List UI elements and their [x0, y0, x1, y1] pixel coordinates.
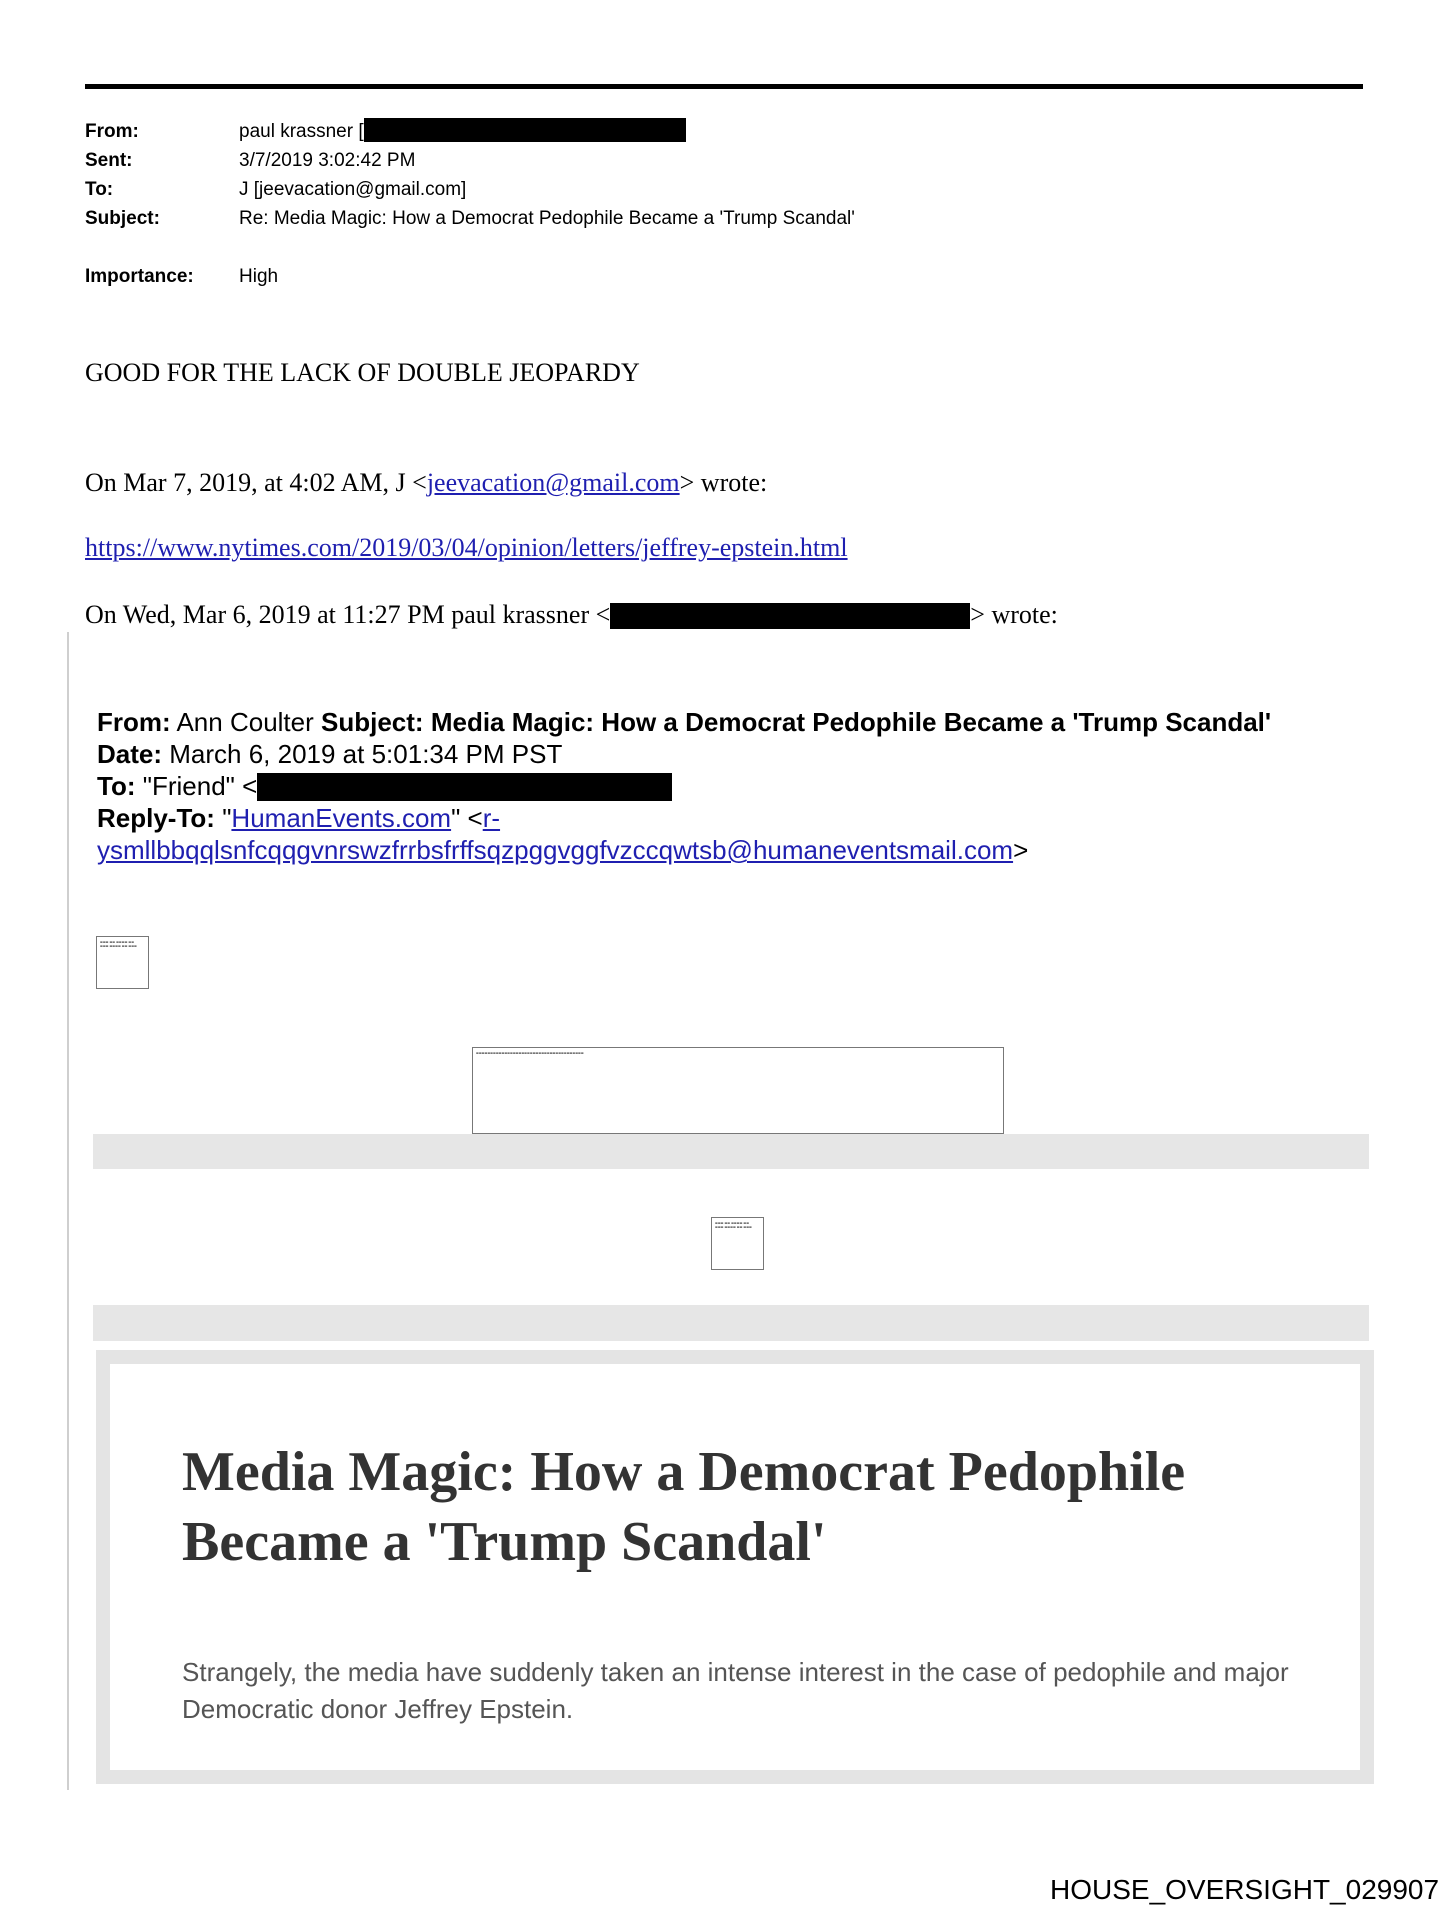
from-label: From:: [85, 121, 139, 142]
replyto-email-link-part2[interactable]: ysmllbbqqlsnfcqqgvnrswzfrrbsfrffsqzpggvggfvzccqwtsb@humaneventsmail.com: [97, 835, 1014, 865]
from-value: paul krassner [: [239, 117, 686, 146]
fwd-replyto-end: >: [1013, 835, 1029, 865]
sent-label: Sent:: [85, 150, 133, 171]
fwd-subject-value: Media Magic: How a Democrat Pedophile Became a 'Trump Scandal': [430, 707, 1272, 737]
article-lead: Strangely, the media have suddenly taken an intense interest in the case of pedophile and major Democratic donor Jeffrey Epstein.: [182, 1657, 1289, 1724]
fwd-to: [97, 770, 1327, 802]
fwd-date: [97, 738, 1327, 770]
fwd-replyto-quote-close: " <: [451, 803, 483, 833]
fwd-replyto-label: Reply-To:: [97, 803, 215, 833]
redaction-bar: [364, 118, 686, 142]
importance-value: High: [239, 266, 279, 287]
to-value: J [jeevacation@gmail.com]: [239, 179, 467, 200]
gray-spacer-band: [93, 1134, 1369, 1169]
header-rule: [85, 84, 1363, 89]
fwd-replyto-email: [97, 834, 1327, 866]
redaction-bar: [257, 773, 672, 801]
subject-label: Subject:: [85, 208, 160, 229]
replyto-email-link-part1[interactable]: r-: [482, 803, 501, 833]
quote2-prefix: On Wed, Mar 6, 2019 at 11:27 PM paul krassner <: [85, 600, 611, 629]
sent-value: 3/7/2019 3:02:42 PM: [239, 150, 416, 171]
fwd-date-label: Date:: [97, 739, 163, 769]
fwd-replyto-quote: ": [222, 803, 232, 833]
broken-image-icon: [711, 1217, 764, 1270]
quote-line-1: [85, 468, 767, 498]
quote-line-2: [85, 600, 1058, 630]
quote1-prefix: On Mar 7, 2019, at 4:02 AM, J <: [85, 468, 427, 497]
fwd-from-subject: [97, 706, 1327, 738]
subject-value: Re: Media Magic: How a Democrat Pedophile Became a 'Trump Scandal': [239, 208, 855, 229]
quote1-suffix: > wrote:: [679, 468, 768, 497]
humanevents-link[interactable]: HumanEvents.com: [231, 803, 452, 833]
reply-text: GOOD FOR THE LACK OF DOUBLE JEOPARDY: [85, 358, 640, 387]
importance-label: Importance:: [85, 266, 194, 287]
redaction-bar: [610, 603, 970, 629]
placeholder-lines: ▬▬▬ ▬▬ ▬▬▬▬ ▬▬ ▬▬▬ ▬▬▬▬ ▬▬ ▬▬▬: [100, 940, 137, 948]
fwd-to-value: "Friend" <: [142, 771, 258, 801]
nyt-link[interactable]: https://www.nytimes.com/2019/03/04/opinion/letters/jeffrey-epstein.html: [85, 533, 848, 562]
fwd-from-label: From:: [97, 707, 171, 737]
quote1-email-link[interactable]: jeevacation@gmail.com: [426, 468, 680, 497]
fwd-date-value: March 6, 2019 at 5:01:34 PM PST: [169, 739, 563, 769]
forwarded-header: [97, 706, 1327, 866]
to-label: To:: [85, 179, 114, 200]
gray-spacer-band: [93, 1305, 1369, 1341]
fwd-from-value: Ann Coulter: [176, 707, 314, 737]
quote-border: [67, 632, 69, 1790]
placeholder-lines: ▬▬▬▬▬▬▬▬▬▬▬▬▬▬▬▬▬▬▬▬▬▬▬▬▬▬▬▬▬▬▬▬▬▬▬▬▬▬: [476, 1051, 584, 1055]
quote2-suffix: > wrote:: [970, 600, 1058, 629]
fwd-subject-label: Subject:: [321, 707, 424, 737]
fwd-replyto: [97, 802, 1327, 834]
article-title[interactable]: Media Magic: How a Democrat Pedophile Became a 'Trump Scandal': [182, 1441, 1186, 1573]
broken-image-banner: [472, 1047, 1004, 1134]
placeholder-lines: ▬▬▬ ▬▬ ▬▬▬▬ ▬▬ ▬▬▬ ▬▬▬▬ ▬▬ ▬▬▬: [715, 1221, 752, 1229]
fwd-to-label: To:: [97, 771, 136, 801]
bates-number: HOUSE_OVERSIGHT_029907: [1050, 1874, 1440, 1905]
broken-image-icon: [96, 936, 149, 989]
